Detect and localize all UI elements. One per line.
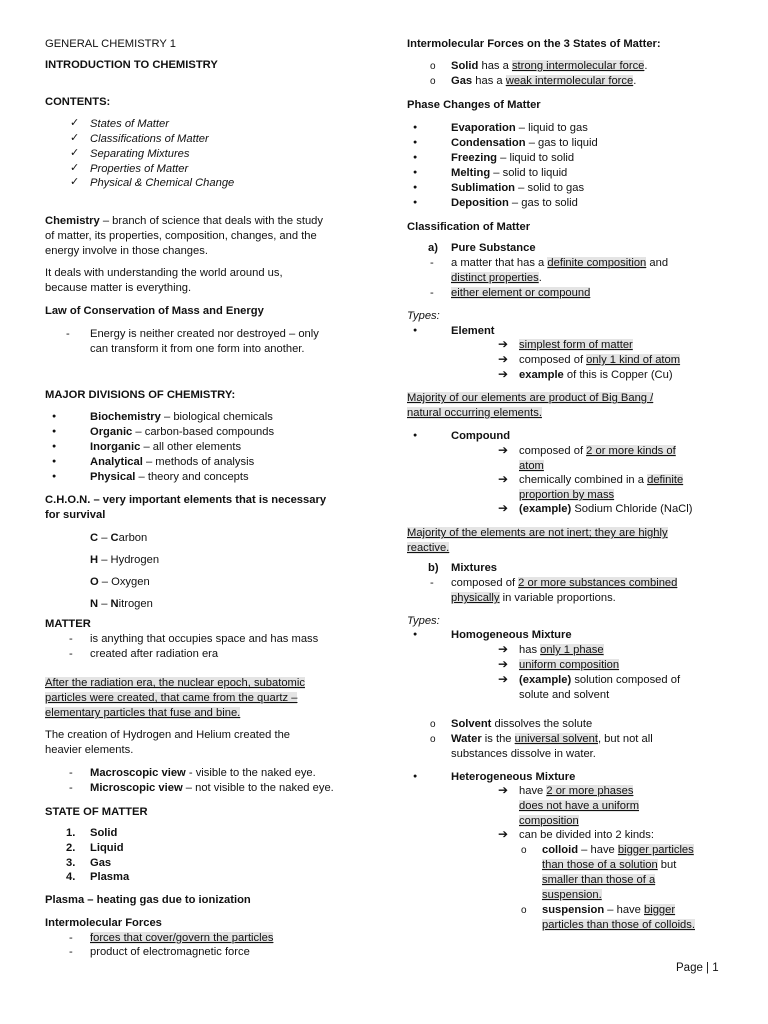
list-item: - a matter that has a definite composition and: [430, 257, 669, 269]
contents-item: ✓ Properties of Matter: [70, 162, 189, 175]
types-label: Types:: [407, 615, 440, 627]
arrow-icon: ➔: [498, 783, 509, 797]
mixtures-heading: Mixtures: [451, 562, 498, 574]
list-item: solute and solvent: [519, 689, 610, 701]
list-item: proportion by mass: [519, 489, 615, 501]
list-item: ➔ (example) Sodium Chloride (NaCl): [498, 501, 693, 515]
list-item: ➔ example of this is Copper (Cu): [498, 367, 673, 381]
arrow-icon: ➔: [498, 367, 509, 381]
list-item: - forces that cover/govern the particles: [69, 932, 274, 944]
classification-heading: Classification of Matter: [407, 221, 531, 233]
pure-label: a): [428, 242, 438, 254]
chemistry-definition: Chemistry – branch of science that deals with the study: [45, 215, 323, 227]
highlight-note: reactive.: [407, 542, 450, 554]
list-item: Physical – theory and concepts: [90, 471, 249, 483]
contents-item: ✓ States of Matter: [70, 117, 169, 130]
list-item: 2. Liquid: [66, 842, 124, 854]
arrow-icon: ➔: [498, 501, 509, 515]
list-item: substances dissolve in water.: [451, 748, 596, 760]
text-line: can transform it from one form into another.: [90, 343, 305, 355]
list-item: Condensation – gas to liquid: [451, 137, 598, 149]
list-item: - composed of 2 or more substances combined: [430, 577, 678, 589]
list-item: ➔ chemically combined in a definite: [498, 472, 684, 486]
list-item: ➔ simplest form of matter: [498, 337, 633, 351]
highlight-note: Majority of our elements are product of Big Bang /: [407, 392, 654, 404]
text-line: It deals with understanding the world around us,: [45, 267, 283, 279]
chon-heading-cont: for survival: [45, 509, 106, 521]
list-item: o Gas has a weak intermolecular force.: [430, 75, 637, 87]
mixtures-label: b): [428, 562, 439, 574]
list-item: ➔ uniform composition: [498, 657, 620, 671]
contents-item: ✓ Separating Mixtures: [70, 147, 190, 160]
state-heading: STATE OF MATTER: [45, 806, 148, 818]
list-item: - either element or compound: [430, 287, 591, 299]
chon-item: O – Oxygen: [90, 576, 150, 588]
list-item: than those of a solution but: [542, 859, 677, 871]
check-icon: ✓: [70, 176, 80, 188]
list-item: Inorganic – all other elements: [90, 441, 242, 453]
list-item: Biochemistry – biological chemicals: [90, 411, 273, 423]
list-item: Evaporation – liquid to gas: [451, 122, 588, 134]
list-item: particles than those of colloids.: [542, 919, 695, 931]
check-icon: ✓: [70, 132, 80, 144]
arrow-icon: ➔: [498, 337, 509, 351]
arrow-icon: ➔: [498, 472, 509, 486]
list-item: - is anything that occupies space and has mass: [69, 633, 319, 645]
highlight-note: Majority of the elements are not inert; they are highly: [407, 527, 668, 539]
list-item: - product of electromagnetic force: [69, 946, 250, 958]
list-item: 4. Plasma: [66, 871, 130, 883]
text-line: because matter is everything.: [45, 282, 192, 294]
list-item: smaller than those of a: [542, 874, 656, 886]
list-item: - Macroscopic view - visible to the naked eye.: [69, 767, 316, 779]
contents-item: ✓ Classifications of Matter: [70, 132, 209, 145]
highlight-note: elementary particles that fuse and bine.: [45, 707, 241, 719]
pure-heading: Pure Substance: [451, 242, 536, 254]
list-item: Deposition – gas to solid: [451, 197, 578, 209]
list-item: o Water is the universal solvent, but not all: [430, 733, 653, 745]
list-item: distinct properties.: [451, 272, 542, 284]
plasma-line: Plasma – heating gas due to ionization: [45, 894, 251, 906]
list-item: Analytical – methods of analysis: [90, 456, 255, 468]
list-item: composition: [519, 815, 579, 827]
list-item: Sublimation – solid to gas: [451, 182, 585, 194]
list-item: ➔ composed of only 1 kind of atom: [498, 352, 681, 366]
bullet-dash: -: [66, 328, 70, 340]
list-item: - created after radiation era: [69, 648, 219, 660]
list-item: does not have a uniform: [519, 800, 640, 812]
list-item: o colloid – have bigger particles: [521, 844, 694, 856]
types-label: Types:: [407, 310, 440, 322]
list-item: ➔ can be divided into 2 kinds:: [498, 827, 654, 841]
chon-item: C – Carbon: [90, 532, 148, 544]
divisions-heading: MAJOR DIVISIONS OF CHEMISTRY:: [45, 389, 236, 401]
text-line: The creation of Hydrogen and Helium created the: [45, 729, 291, 741]
matter-heading: MATTER: [45, 618, 91, 630]
list-item: physically in variable proportions.: [451, 592, 616, 604]
chon-heading: C.H.O.N. – very important elements that is necessary: [45, 494, 327, 506]
list-item: o suspension – have bigger: [521, 904, 676, 916]
heterogeneous-heading: Heterogeneous Mixture: [451, 771, 576, 783]
text-line: Energy is neither created nor destroyed – only: [90, 328, 319, 340]
chon-item: H – Hydrogen: [90, 554, 160, 566]
imf-heading: Intermolecular Forces: [45, 917, 162, 929]
highlight-note: After the radiation era, the nuclear epoch, subatomic: [45, 677, 305, 689]
list-item: o Solvent dissolves the solute: [430, 718, 593, 730]
highlight-note: particles were created, that came from the quartz –: [45, 692, 298, 704]
document-title: INTRODUCTION TO CHEMISTRY: [45, 59, 218, 71]
arrow-icon: ➔: [498, 672, 509, 686]
element-heading: Element: [451, 325, 495, 337]
list-item: ➔ has only 1 phase: [498, 642, 604, 656]
list-item: ➔ (example) solution composed of: [498, 672, 681, 686]
contents-item: ✓ Physical & Chemical Change: [70, 176, 235, 189]
imf-states-heading: Intermolecular Forces on the 3 States of Matter:: [407, 38, 661, 50]
arrow-icon: ➔: [498, 642, 509, 656]
contents-heading: CONTENTS:: [45, 96, 111, 108]
arrow-icon: ➔: [498, 443, 509, 457]
check-icon: ✓: [70, 162, 80, 174]
text-line: energy involve in those changes.: [45, 245, 208, 257]
check-icon: ✓: [70, 147, 80, 159]
list-item: Melting – solid to liquid: [451, 167, 568, 179]
list-item: 1. Solid: [66, 827, 118, 839]
text-line: heavier elements.: [45, 744, 134, 756]
list-item: ➔ have 2 or more phases: [498, 783, 634, 797]
arrow-icon: ➔: [498, 352, 509, 366]
document-header: GENERAL CHEMISTRY 1: [45, 38, 176, 50]
chon-item: N – Nitrogen: [90, 598, 153, 610]
check-icon: ✓: [70, 117, 80, 129]
list-item: o Solid has a strong intermolecular force.: [430, 60, 648, 72]
phase-heading: Phase Changes of Matter: [407, 99, 541, 111]
list-item: ➔ composed of 2 or more kinds of: [498, 443, 676, 457]
list-item: Organic – carbon-based compounds: [90, 426, 275, 438]
page-footer: Page | 1: [676, 962, 719, 974]
arrow-icon: ➔: [498, 827, 509, 841]
law-heading: Law of Conservation of Mass and Energy: [45, 305, 264, 317]
homogeneous-heading: Homogeneous Mixture: [451, 629, 572, 641]
list-item: atom: [519, 460, 544, 472]
highlight-note: natural occurring elements.: [407, 407, 542, 419]
list-item: suspension.: [542, 889, 602, 901]
text-line: of matter, its properties, composition, changes, and the: [45, 230, 317, 242]
list-item: 3. Gas: [66, 857, 112, 869]
arrow-icon: ➔: [498, 657, 509, 671]
compound-heading: Compound: [451, 430, 511, 442]
list-item: Freezing – liquid to solid: [451, 152, 575, 164]
list-item: - Microscopic view – not visible to the naked eye.: [69, 782, 334, 794]
